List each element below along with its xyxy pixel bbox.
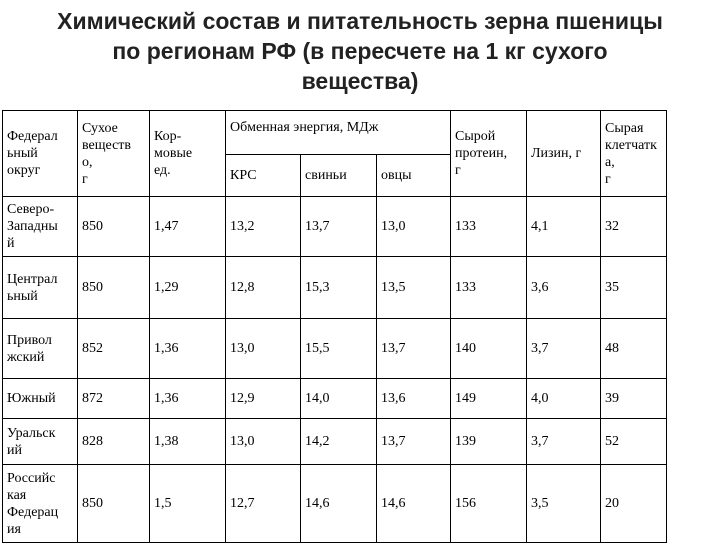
cell-sheep: 13,7 [377, 419, 451, 465]
cell-feed-units: 1,38 [150, 419, 226, 465]
cell-dry-matter: 850 [78, 257, 150, 319]
cell-lysine: 3,6 [527, 257, 601, 319]
cell-pigs: 14,0 [301, 379, 377, 419]
cell-lysine: 3,7 [527, 319, 601, 379]
header-crude-fiber: Сырая клетчатк а, г [601, 111, 667, 197]
cell-sheep: 13,7 [377, 319, 451, 379]
cell-district: Южный [3, 379, 78, 419]
cell-pigs: 15,3 [301, 257, 377, 319]
cell-crude-fiber: 52 [601, 419, 667, 465]
page-title [20, 6, 700, 96]
cell-district: Уральск ий [3, 419, 78, 465]
cell-feed-units: 1,36 [150, 319, 226, 379]
cell-sheep: 13,0 [377, 197, 451, 257]
cell-lysine: 4,0 [527, 379, 601, 419]
table-row [3, 465, 667, 543]
header-lysine: Лизин, г [527, 111, 601, 197]
cell-feed-units: 1,29 [150, 257, 226, 319]
cell-krs: 13,0 [226, 319, 301, 379]
cell-crude-fiber: 35 [601, 257, 667, 319]
cell-krs: 13,2 [226, 197, 301, 257]
cell-district: Привол жский [3, 319, 78, 379]
title-line-3: вещества) [301, 68, 419, 94]
header-exchange-energy: Обменная энергия, МДж [226, 111, 451, 155]
cell-crude-protein: 133 [451, 257, 527, 319]
cell-feed-units: 1,5 [150, 465, 226, 543]
cell-krs: 12,7 [226, 465, 301, 543]
cell-crude-protein: 156 [451, 465, 527, 543]
cell-sheep: 13,6 [377, 379, 451, 419]
cell-krs: 12,9 [226, 379, 301, 419]
header-pigs: свиньи [301, 155, 377, 197]
cell-lysine: 3,5 [527, 465, 601, 543]
header-crude-protein: Сырой протеин, г [451, 111, 527, 197]
cell-feed-units: 1,36 [150, 379, 226, 419]
cell-pigs: 14,2 [301, 419, 377, 465]
header-dry-matter: Сухое веществ о, г [78, 111, 150, 197]
table-row [3, 319, 667, 379]
cell-crude-protein: 149 [451, 379, 527, 419]
cell-krs: 12,8 [226, 257, 301, 319]
header-district: Федерал ьный округ [3, 111, 78, 197]
cell-dry-matter: 852 [78, 319, 150, 379]
header-krs: КРС [226, 155, 301, 197]
cell-sheep: 14,6 [377, 465, 451, 543]
cell-district: Северо- Западны й [3, 197, 78, 257]
cell-sheep: 13,5 [377, 257, 451, 319]
cell-dry-matter: 850 [78, 197, 150, 257]
cell-dry-matter: 872 [78, 379, 150, 419]
cell-crude-fiber: 39 [601, 379, 667, 419]
cell-lysine: 3,7 [527, 419, 601, 465]
cell-crude-fiber: 32 [601, 197, 667, 257]
nutrition-table [2, 110, 667, 543]
cell-dry-matter: 850 [78, 465, 150, 543]
cell-feed-units: 1,47 [150, 197, 226, 257]
cell-district: Централ ьный [3, 257, 78, 319]
cell-lysine: 4,1 [527, 197, 601, 257]
cell-crude-fiber: 20 [601, 465, 667, 543]
cell-district: Российс кая Федерац ия [3, 465, 78, 543]
cell-dry-matter: 828 [78, 419, 150, 465]
header-feed-units: Кор- мовые ед. [150, 111, 226, 197]
table-row [3, 257, 667, 319]
cell-crude-protein: 133 [451, 197, 527, 257]
table-row [3, 419, 667, 465]
header-sheep: овцы [377, 155, 451, 197]
title-line-1: Химический состав и питательность зерна пшеницы [57, 8, 663, 34]
table-row [3, 197, 667, 257]
cell-pigs: 14,6 [301, 465, 377, 543]
cell-pigs: 15,5 [301, 319, 377, 379]
cell-crude-protein: 140 [451, 319, 527, 379]
cell-krs: 13,0 [226, 419, 301, 465]
table-row [3, 379, 667, 419]
title-line-2: по регионам РФ (в пересчете на 1 кг сухого [112, 38, 608, 64]
cell-pigs: 13,7 [301, 197, 377, 257]
cell-crude-fiber: 48 [601, 319, 667, 379]
cell-crude-protein: 139 [451, 419, 527, 465]
